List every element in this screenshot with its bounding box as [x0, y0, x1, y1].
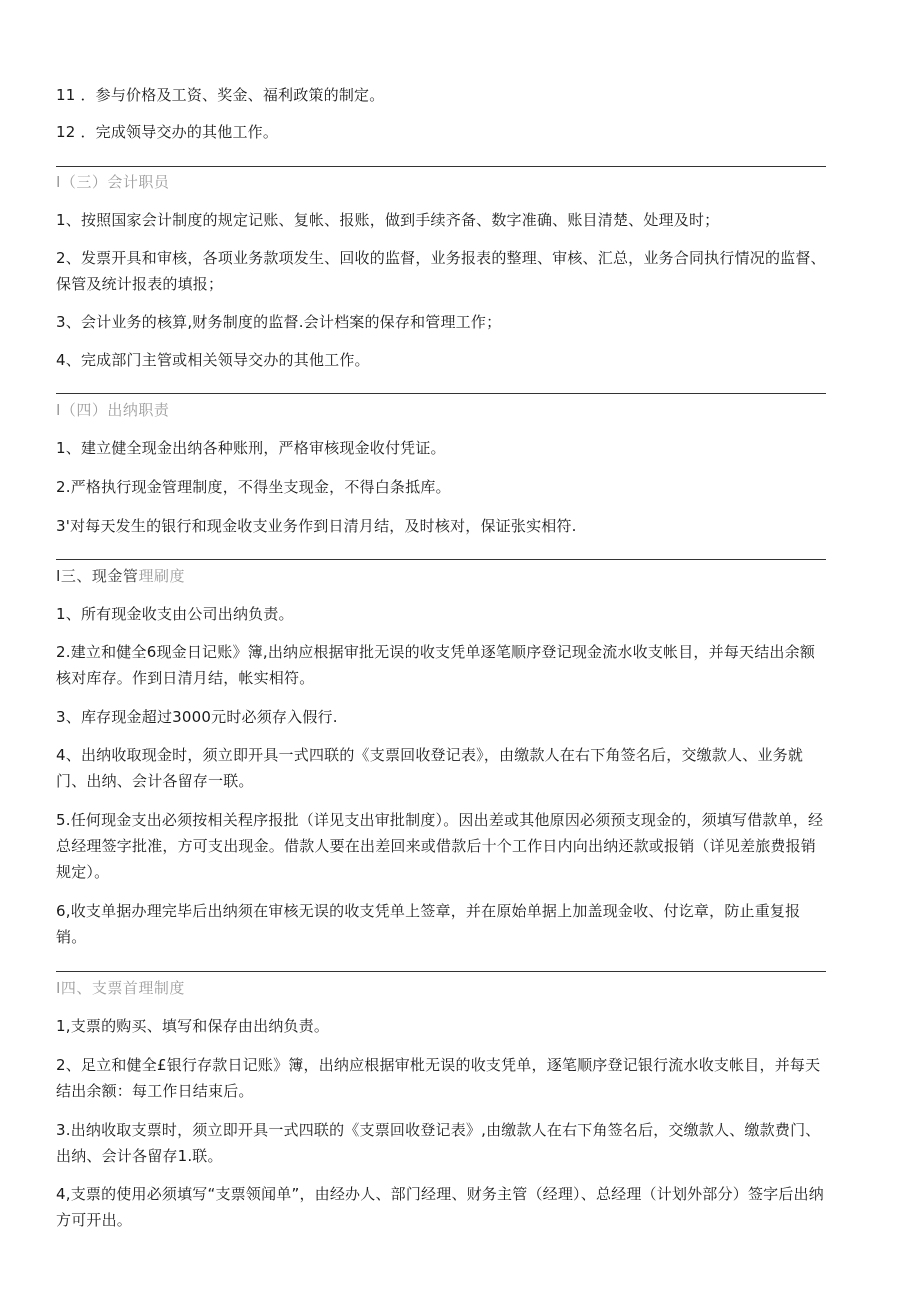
- top-item-11: 11 ．参与价格及工资、奖金、福利政策的制定。: [56, 86, 385, 104]
- section-heading-cheque-management: I四、支票首理制度: [56, 979, 185, 997]
- top-item-12: 12 ．完成领导交办的其他工作。: [56, 123, 279, 141]
- accounting-item-4: 4、完成部门主管或相关领导交办的其他工作。: [56, 351, 370, 369]
- cash-item-1: 1、所有现金收支由公司出纳负责。: [56, 605, 294, 623]
- cheque-item-2: 2、足立和健全£银行存款日记账》簿，出纳应根据审枇无误的收支凭单，逐笔顺序登记银行流水收支帐目，并每天结出余额：每工作日结束后。: [56, 1056, 821, 1100]
- cheque-item-4: 4,支票的使用必须填写“支票领闻单”，由经办人、部门经理、财务主管（经理）、总经理（计划外部分）签字后出纳方可开出。: [56, 1185, 824, 1229]
- section-divider: [56, 559, 826, 560]
- cash-item-6: 6,收支单据办理完毕后出纳须在审核无误的收支凭单上签章，并在原始单据上加盖现金收、付讫章，防止重复报销。: [56, 902, 801, 946]
- section-divider: [56, 971, 826, 972]
- cash-item-3: 3、库存现金超过3000元时必须存入假行.: [56, 708, 338, 726]
- cash-item-4: 4、出纳收取现金时，须立即开具一式四联的《支票回收登记表》，由缴款人在右下角签名后，交缴款人、业务就门、出纳、会计各留存一联。: [56, 746, 804, 790]
- cash-item-2: 2.建立和健全6现金日记账》簿,出纳应根据审批无误的收支凭单逐笔顺序登记现金流水收支帐目，并每天结出余额核对库存。作到日清月结，帐实相符。: [56, 643, 816, 687]
- cashier-item-2: 2.严格执行现金管理制度，不得坐支现金，不得白条抵库。: [56, 478, 451, 496]
- heading-light-part: 理刷度: [138, 567, 185, 585]
- cashier-item-3: 3'对每天发生的银行和现金收支业务作到日清月结，及时核对，保证张实相符.: [56, 517, 577, 535]
- cash-item-5: 5.任何现金支出必须按相关程序报批（详见支出审批制度）。因出差或其他原因必须预支现金的，须填写借款单，经总经理签字批准，方可支出现金。借款人要在出差回来或借款后十个工作日内向出纳还款或报销（详见差旅费报销规定）。: [56, 811, 824, 881]
- cheque-item-3: 3.出纳收取支票时，须立即开具一式四联的《支票回收登记表》,由缴款人在右下角签名后，交缴款人、缴款费门、出纳、会计各留存1.联。: [56, 1121, 821, 1165]
- accounting-item-2: 2、发票开具和审核，各项业务款项发生、回收的监督，业务报表的整理、审核、汇总，业务合同执行情况的监督、保管及统计报表的填报；: [56, 249, 826, 293]
- section-divider: [56, 166, 826, 167]
- section-heading-accounting-staff: I（三）会计职员: [56, 173, 170, 191]
- section-heading-cash-management: [56, 564, 185, 588]
- cashier-item-1: 1、建立健全现金出纳各种账刑，严格审核现金收付凭证。: [56, 439, 446, 457]
- accounting-item-3: 3、会计业务的核算,财务制度的监督.会计档案的保存和管理工作；: [56, 313, 502, 331]
- section-divider: [56, 393, 826, 394]
- section-heading-cashier-duties: I（四）出纳职责: [56, 401, 170, 419]
- accounting-item-1: 1、按照国家会计制度的规定记账、复帐、报账，做到手续齐备、数字准确、账目清楚、处理及时；: [56, 211, 720, 229]
- cheque-item-1: 1,支票的购买、填写和保存由出纳负责。: [56, 1017, 330, 1035]
- heading-dark-part: I三、现金管: [56, 567, 139, 585]
